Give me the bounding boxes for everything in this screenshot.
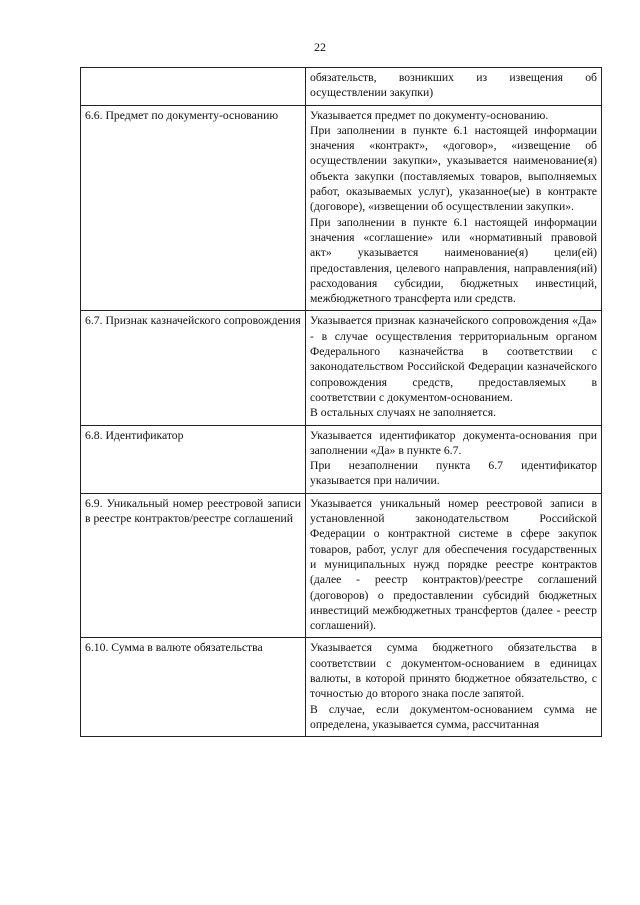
field-description-cell <box>306 638 602 737</box>
field-description-cell <box>306 105 602 311</box>
description-paragraph: При заполнении в пункте 6.1 настоящей информации значения «соглашение» или «нормативный правовой акт» указывается наименование(я) цели(ей) предоставления, целевого направления, направления(ий) расходования субсидии, бюджетных инвестиций, межбюджетного трансферта или средств. <box>310 215 597 306</box>
field-description-cell <box>306 311 602 425</box>
page-number: 22 <box>314 40 326 54</box>
field-description-cell <box>306 493 602 638</box>
description-paragraph: В случае, если документом-основанием сумма не определена, указывается сумма, рассчитанная <box>310 702 597 731</box>
description-paragraph: Указывается уникальный номер реестровой записи в установленной законодательством Российской Федерации о контрактной системе в сфере закупок товаров, работ, услуг для обеспечения государственных и муниципальных нужд порядке реестре контрактов (далее - реестр контрактов)/реестре соглашений (договоров) о предоставлении субсидий бюджетных инвестиций межбюджетных трансфертов (далее - реестр соглашений). <box>310 496 597 633</box>
description-paragraph: Указывается предмет по документу-основанию. <box>310 108 549 122</box>
field-description-table <box>80 67 602 737</box>
field-name-cell: 6.7. Признак казначейского сопровождения <box>81 311 306 425</box>
table-row <box>81 311 602 425</box>
description-paragraph: Указывается признак казначейского сопровождения «Да» - в случае осуществления территориальным органом Федерального казначейства в соответствии с законодательством Российской Федерации казначейского сопровождения средств, предоставляемых в соответствии с документом-основанием. <box>310 314 597 404</box>
table-row <box>81 425 602 493</box>
table-row <box>81 68 602 106</box>
description-paragraph: При незаполнении пункта 6.7 идентификатор указывается при наличии. <box>310 459 597 488</box>
description-paragraph: Указывается сумма бюджетного обязательства в соответствии с документом-основанием в единицах валюты, в которой принято бюджетное обязательство, с точностью до второго знака после запятой. <box>310 641 597 701</box>
field-name-cell: 6.8. Идентификатор <box>81 425 306 493</box>
table-row <box>81 105 602 311</box>
field-name-cell: 6.9. Уникальный номер реестровой записи в реестре контрактов/реестре соглашений <box>81 493 306 638</box>
description-paragraph: При заполнении в пункте 6.1 настоящей информации значения «контракт», «договор», «извещение об осуществлении закупки», указывается наименование(я) объекта закупки (поставляемых товаров, выполняемых работ, оказываемых услуг), указанное(ые) в контракте (договоре), «извещении об осуществлении закупки». <box>310 123 597 214</box>
description-paragraph: обязательств, возникших из извещения об осуществлении закупки) <box>310 71 597 100</box>
field-name-cell: 6.10. Сумма в валюте обязательства <box>81 638 306 737</box>
field-name-cell: 6.6. Предмет по документу-основанию <box>81 105 306 311</box>
field-description-cell <box>306 425 602 493</box>
description-paragraph: Указывается идентификатор документа-основания при заполнении «Да» в пункте 6.7. <box>310 428 597 457</box>
field-name-cell <box>81 68 306 106</box>
field-description-cell <box>306 68 602 106</box>
table-row <box>81 493 602 638</box>
table-row <box>81 638 602 737</box>
description-paragraph: В остальных случаях не заполняется. <box>310 406 497 420</box>
